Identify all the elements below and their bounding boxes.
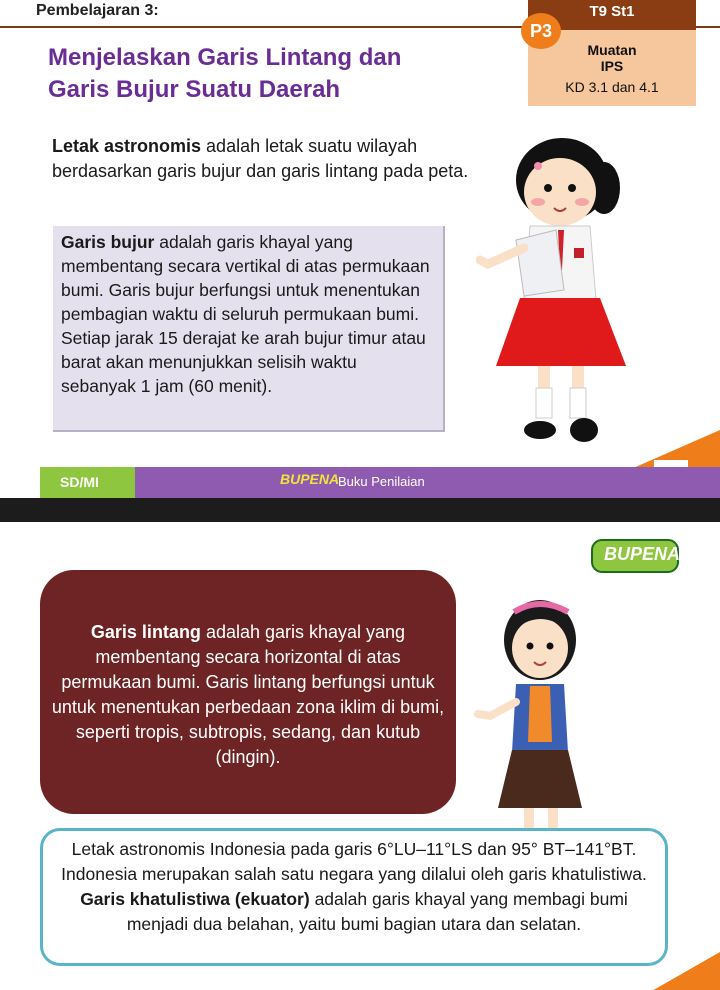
footer-level: SD/MI	[40, 467, 135, 498]
title-line-2: Garis Bujur Suatu Daerah	[48, 76, 341, 103]
corner-decoration-2	[630, 952, 720, 990]
subject-label: Muatan	[587, 42, 637, 58]
lesson-number: Pembelajaran 3:	[36, 2, 159, 19]
bujur-rest: adalah garis khayal yang membentang secara vertikal di atas permukaan bumi. Garis bujur berfungsi untuk menentukan pembagian waktu di seluruh permukaan bumi. Setiap jarak 15 derajat ke arah bujur timur atau barat akan menunjukkan selisih waktu sebanyak 1 jam (60 menit).	[61, 232, 430, 396]
intro-paragraph	[52, 134, 482, 184]
bujur-definition-box	[53, 226, 445, 432]
lintang-bold: Garis lintang	[90, 622, 201, 642]
indo-bold: Garis khatulistiwa (ekuator)	[80, 889, 310, 909]
tag-box: T9 St1	[528, 0, 696, 30]
title-line-1: Menjelaskan Garis Lintang dan	[48, 44, 402, 71]
indo-text-2: adalah garis khayal yang membagi bumi menjadi dua belahan, yaitu bumi bagian utara dan selatan.	[126, 889, 628, 934]
page-2	[0, 522, 720, 990]
intro-rest: adalah letak suatu wilayah berdasarkan garis bujur dan garis lintang pada peta.	[52, 136, 469, 181]
page-title	[48, 42, 488, 106]
footer-bar	[0, 467, 720, 498]
footer-book-label: Buku Penilaian	[338, 474, 425, 489]
bujur-bold: Garis bujur	[61, 232, 155, 252]
footer-purple-bar	[135, 467, 720, 498]
indo-text-1: Letak astronomis Indonesia pada garis 6°LU–11°LS dan 95° BT–141°BT. Indonesia merupakan salah satu negara yang dilalui oleh garis khatulistiwa.	[61, 839, 647, 884]
bupena-logo-text: BUPENA	[604, 544, 681, 564]
intro-bold: Letak astronomis	[52, 136, 202, 156]
subject-name: IPS	[600, 58, 624, 74]
page-gap	[0, 498, 720, 522]
student-girl-illustration	[476, 130, 636, 460]
p3-badge: P3	[521, 13, 561, 49]
footer-brand-logo: BUPENA	[280, 471, 340, 487]
indonesia-astronomis-box	[40, 828, 668, 966]
student-girl-2-illustration	[468, 592, 598, 832]
lintang-definition-box	[40, 570, 456, 814]
kd-label: KD 3.1 dan 4.1	[565, 79, 659, 95]
lintang-rest: adalah garis khayal yang membentang secara horizontal di atas permukaan bumi. Garis lintang berfungsi untuk untuk menentukan perbedaan zona iklim di bumi, seperti tropis, subtropis, sedang, dan kutub (dingin).	[51, 622, 445, 767]
